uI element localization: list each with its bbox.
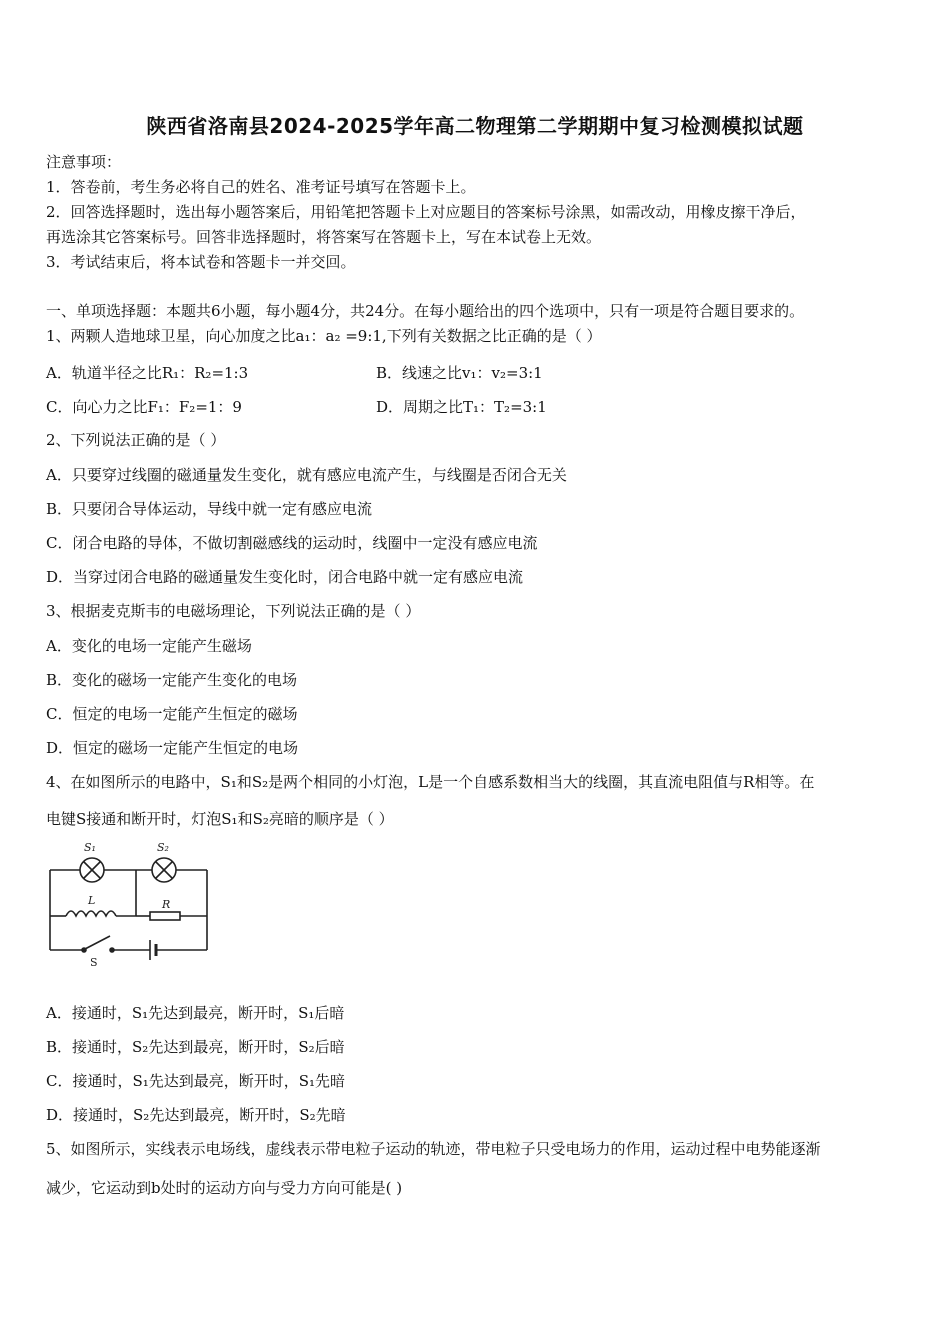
label-r: R <box>162 898 171 911</box>
notice-item-2-cont: 再选涂其它答案标号。回答非选择题时，将答案写在答题卡上，写在本试卷上无效。 <box>46 228 602 246</box>
q4-option-c: C．接通时，S₁先达到最亮，断开时，S₁先暗 <box>46 1072 346 1090</box>
section-heading: 一、单项选择题：本题共6小题，每小题4分，共24分。在每小题给出的四个选项中，只有一项是符合题目要求的。 <box>46 302 805 320</box>
exam-title: 陕西省洛南县2024-2025学年高二物理第二学期期中复习检测模拟试题 <box>146 114 804 138</box>
notice-item-3: 3．考试结束后，将本试卷和答题卡一并交回。 <box>46 253 356 271</box>
circuit-diagram <box>44 838 214 968</box>
notice-heading: 注意事项： <box>46 153 122 171</box>
q3-option-b: B．变化的磁场一定能产生变化的电场 <box>46 671 298 689</box>
q5-stem-line1: 5、如图所示，实线表示电场线，虚线表示带电粒子运动的轨迹，带电粒子只受电场力的作用，运动过程中电势能逐渐 <box>46 1140 821 1158</box>
q3-stem: 3、根据麦克斯韦的电磁场理论，下列说法正确的是（ ） <box>46 602 421 620</box>
q1-option-c: C．向心力之比F₁：F₂=1：9 <box>46 398 242 416</box>
label-l: L <box>88 894 96 907</box>
inductor-l-icon <box>66 911 116 916</box>
q1-option-b: B．线速之比v₁：v₂=3:1 <box>376 364 543 382</box>
notice-item-2: 2．回答选择题时，选出每小题答案后，用铅笔把答题卡上对应题目的答案标号涂黑，如需改动，用橡皮擦干净后， <box>46 203 806 221</box>
q4-option-b: B．接通时，S₂先达到最亮，断开时，S₂后暗 <box>46 1038 345 1056</box>
notice-item-1: 1．答卷前，考生务必将自己的姓名、准考证号填写在答题卡上。 <box>46 178 476 196</box>
q2-stem: 2、下列说法正确的是（ ） <box>46 431 226 449</box>
q4-stem-line1: 4、在如图所示的电路中，S₁和S₂是两个相同的小灯泡，L是一个自感系数相当大的线圈，其直流电阻值与R相等。在 <box>46 773 815 791</box>
q1-option-a: A．轨道半径之比R₁：R₂=1:3 <box>46 364 249 382</box>
label-s1: S₁ <box>84 841 96 854</box>
q3-option-d: D．恒定的磁场一定能产生恒定的电场 <box>46 739 299 757</box>
q2-option-c: C．闭合电路的导体，不做切割磁感线的运动时，线圈中一定没有感应电流 <box>46 534 538 552</box>
q4-stem-line2: 电键S接通和断开时，灯泡S₁和S₂亮暗的顺序是（ ） <box>46 810 394 828</box>
q1-option-d: D．周期之比T₁：T₂=3:1 <box>376 398 547 416</box>
q3-option-c: C．恒定的电场一定能产生恒定的磁场 <box>46 705 298 723</box>
q5-stem-line2: 减少，它运动到b处时的运动方向与受力方向可能是( ) <box>46 1179 403 1197</box>
q1-stem: 1、两颗人造地球卫星，向心加度之比a₁：a₂ =9:1,下列有关数据之比正确的是（ ） <box>46 327 602 345</box>
q4-option-a: A．接通时，S₁先达到最亮，断开时，S₁后暗 <box>46 1004 345 1022</box>
q4-option-d: D．接通时，S₂先达到最亮，断开时，S₂先暗 <box>46 1106 346 1124</box>
q2-option-a: A．只要穿过线圈的磁通量发生变化，就有感应电流产生，与线圈是否闭合无关 <box>46 466 567 484</box>
q3-option-a: A．变化的电场一定能产生磁场 <box>46 637 252 655</box>
resistor-r-icon <box>150 912 180 920</box>
label-s2: S₂ <box>157 841 169 854</box>
switch-s-icon <box>85 936 110 949</box>
q2-option-b: B．只要闭合导体运动，导线中就一定有感应电流 <box>46 500 373 518</box>
q2-option-d: D．当穿过闭合电路的磁通量发生变化时，闭合电路中就一定有感应电流 <box>46 568 524 586</box>
label-s: S <box>90 956 98 968</box>
